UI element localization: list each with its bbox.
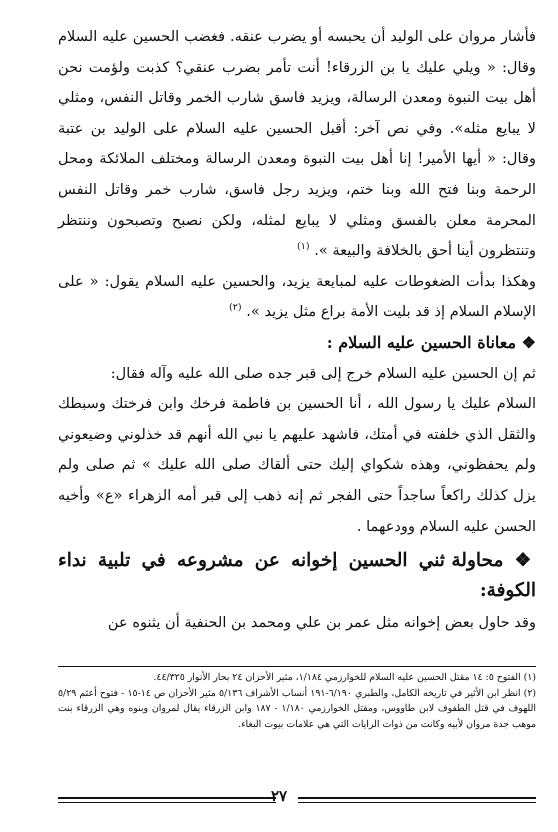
section-heading-1 <box>58 328 536 359</box>
paragraph-5 <box>58 608 536 639</box>
paragraph-5-text: وقد حاول بعض إخوانه مثل عمر بن علي ومحمد بن الحنفية أن يثنوه عن <box>107 614 536 632</box>
diamond-bullet-icon: ❖ <box>521 332 536 352</box>
body-text <box>58 22 536 639</box>
footnote-ref-2: (٢) <box>229 302 242 314</box>
paragraph-2 <box>58 267 536 328</box>
paragraph-1 <box>58 22 536 267</box>
paragraph-2-text: وهكذا بدأت الضغوطات عليه لمبايعة يزيد، والحسين عليه السلام يقول: « على الإسلام السلام إذ قد بليت الأمة براع مثل يزيد ». <box>58 272 536 321</box>
footnote-1: (١) الفتوح ٥: ١٤ مقتل الحسين عليه السلام للخوارزمي ١/١٨٤، مثير الأحزان ٢٤ بحار الأنوار ٤٤/٣٢٥. <box>153 672 536 683</box>
section-heading-2-text: محاولة ثني الحسين إخوانه عن مشروعه في تلبية نداء الكوفة: <box>58 550 536 602</box>
paragraph-3-text: ثم إن الحسين عليه السلام خرج إلى قبر جده صلى الله عليه وآله فقال: <box>110 364 536 382</box>
paragraph-1-text: فأشار مروان على الوليد أن يحبسه أو يضرب عنقه. فغضب الحسين عليه السلام وقال: « ويلي عليك يا بن الزرقاء! أنت تأمر بضرب عنقي؟ كذبت ولؤمت نحن أهل بيت النبوة ومعدن الرسالة، ويزيد فاسق شارب الخمر وقاتل النفس، ومثلي لا يبايع مثله». وفي نص آخر: أقبل الحسين عليه السلام على الوليد بن عتبة وقال: « أيها الأمير! إنا أهل بيت النبوة ومعدن الرسالة ومختلف الملائكة ومحل الرحمة وبنا فتح الله وبنا ختم، ويزيد رجل فاسق، شارب خمر وقاتل النفس المحرمة معلن بالفسق ومثلي لا يبايع لمثله، ولكن نصبح وتصبحون وننتظر وتنتظرون أينا أحق بالخلافة والبيعة ». <box>58 28 536 260</box>
diamond-bullet-icon: ❖ <box>514 550 536 572</box>
page-number: ٢٧ <box>270 787 288 805</box>
footnote-2: (٢) انظر ابن الأثير في تاريخه الكامل، والطبري ٦/١٩٠-١٩١ أنساب الأشراف ٥/١٣٦ مثير الأحزان ص ١٤-١٥ - فتوح أعثم ٥/٢٩ اللهوف في قتل الطفوف لابن طاووس، ومقتل الخوارزمي ١/١٨٠ - ١٨٧ وابن الزرقاء يقال لمروان وبنوه وهي الزرقاء بنت موهب جدة مروان لأبيه وكانت من ذوات الرايات التي هي علامات بيوت البغاء. <box>58 687 537 730</box>
footnotes <box>58 670 536 732</box>
paragraph-4 <box>58 389 536 542</box>
footnote-ref-1: (١) <box>297 241 310 253</box>
section-heading-2 <box>58 546 536 606</box>
section-heading-1-text: معاناة الحسين عليه السلام : <box>326 332 517 352</box>
paragraph-4-text: السلام عليك يا رسول الله ، أنا الحسين بن فاطمة فرخك وابن فرختك وسبطك والثقل الذي خلفته في أمتك، فاشهد عليهم يا نبي الله أنهم قد خذلوني وضيعوني ولم يحفظوني، وهذه شكواي إليك حتى ألقاك صلى الله عليك » ثم صلى ولم يزل كذلك راكعاً ساجداً حتى الفجر ثم إنه ذهب إلى قبر أمه الزهراء «ع» وأخيه الحسن عليه السلام وودعهما . <box>58 395 536 535</box>
paragraph-3 <box>58 359 536 390</box>
footnote-separator <box>58 666 536 667</box>
